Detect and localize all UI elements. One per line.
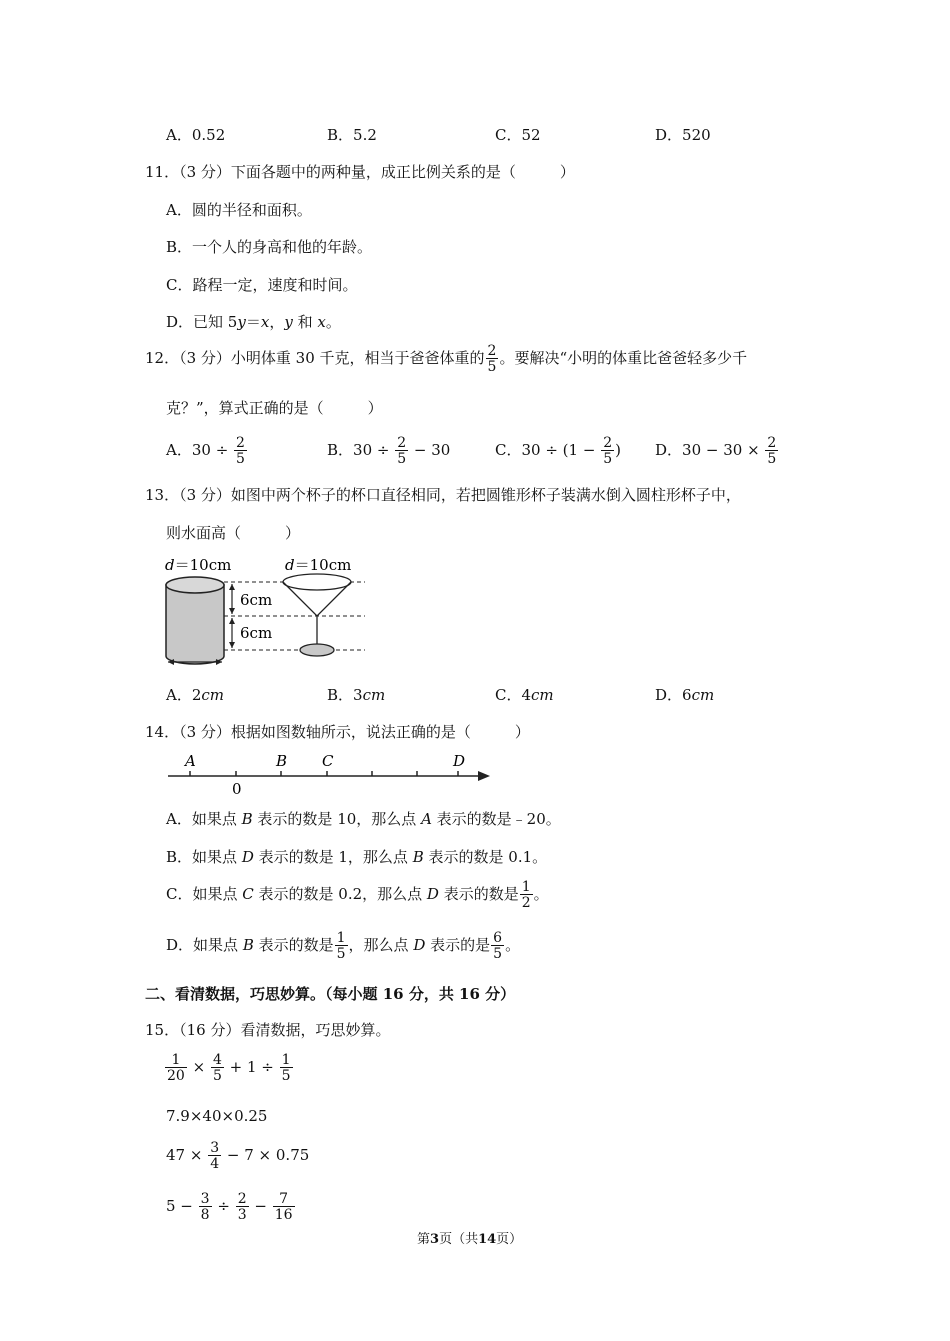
fraction: $\frac{1}{2}$	[521, 879, 531, 911]
fraction: $\frac{2}{3}$	[237, 1191, 247, 1223]
q12-option-a: A．30 ÷ $\frac{2}{5}$	[166, 435, 245, 467]
q13-option-d: D．6cm	[655, 686, 715, 704]
q12-option-b: B．30 ÷ $\frac{2}{5}$ − 30	[327, 435, 451, 467]
cone-base	[300, 644, 334, 656]
q11-stem: 11．（3 分）下面各题中的两种量，成正比例关系的是（ ）	[145, 163, 575, 181]
q13-option-a: A．2cm	[166, 686, 225, 704]
q12-stem-line2: 克？”，算式正确的是（ ）	[166, 399, 383, 417]
q10-option-d: D．520	[655, 126, 711, 144]
q11-option-d: D．已知 5y＝x，y 和 x。	[166, 313, 341, 331]
q14-option-c: C．如果点 C 表示的数是 0.2，那么点 D 表示的数是 $\frac{1}{2}$ 。	[166, 879, 549, 911]
q12-option-d: D．30 − 30 × $\frac{2}{5}$	[655, 435, 777, 467]
fraction: $\frac{6}{5}$	[493, 930, 503, 962]
q14-option-b: B．如果点 D 表示的数是 1，那么点 B 表示的数是 0.1。	[166, 848, 548, 866]
label-c: C	[322, 752, 334, 770]
fraction: $\frac{2}{5}$	[236, 435, 245, 467]
q10-option-b: B．5.2	[327, 126, 377, 144]
fraction: $\frac{1}{5}$	[281, 1052, 291, 1084]
fraction: $\frac{1}{5}$	[336, 930, 346, 962]
fraction: $\frac{2}{5}$	[487, 343, 497, 375]
fraction: $\frac{3}{4}$	[210, 1140, 220, 1172]
section-2-heading: 二、看清数据，巧思妙算。（每小题 16 分，共 16 分）	[145, 985, 516, 1003]
q10-option-a: A．0.52	[166, 126, 226, 144]
q13-option-c: C．4cm	[495, 686, 554, 704]
q13-stem: 13．（3 分）如图中两个杯子的杯口直径相同，若把圆锥形杯子装满水倒入圆柱形杯子中，	[145, 486, 741, 504]
q11-option-b: B．一个人的身高和他的年龄。	[166, 238, 373, 256]
q15-expression-3: 47 × $\frac{3}{4}$ − 7 × 0.75	[166, 1140, 310, 1172]
q14-option-d: D．如果点 B 表示的数是 $\frac{1}{5}$ ，那么点 D 表示的是 $\frac{6}{5}$ 。	[166, 930, 521, 962]
q13-option-b: B．3cm	[327, 686, 386, 704]
axis-arrow	[478, 771, 490, 781]
fraction: $\frac{1}{20}$	[167, 1052, 185, 1084]
cups-figure	[160, 552, 375, 670]
fraction: $\frac{3}{8}$	[200, 1191, 210, 1223]
label-d: D	[453, 752, 466, 770]
q11-option-c: C．路程一定，速度和时间。	[166, 276, 358, 294]
q15-stem: 15．（16 分）看清数据，巧思妙算。	[145, 1021, 391, 1039]
fraction: $\frac{4}{5}$	[212, 1052, 222, 1084]
label-b: B	[276, 752, 288, 770]
cone-rim	[283, 574, 351, 590]
fraction: $\frac{2}{5}$	[767, 435, 777, 467]
number-line	[160, 746, 495, 798]
q15-expression-1: $\frac{1}{20}$ × $\frac{4}{5}$ + 1 ÷ $\frac{1}{5}$	[167, 1052, 291, 1084]
q14-stem: 14．（3 分）根据如图数轴所示，说法正确的是（ ）	[145, 723, 530, 741]
label-zero: 0	[232, 780, 242, 798]
cylinder-body	[166, 585, 224, 664]
q11-option-a: A．圆的半径和面积。	[166, 201, 312, 219]
q14-option-a: A．如果点 B 表示的数是 10，那么点 A 表示的数是﹣20。	[166, 810, 561, 828]
q15-expression-2: 7.9×40×0.25	[166, 1107, 268, 1125]
upper-height-label: 6cm	[240, 591, 273, 609]
cylinder-diameter-label: d＝10cm	[165, 556, 232, 574]
fraction: $\frac{2}{5}$	[603, 435, 613, 467]
q10-option-c: C．52	[495, 126, 541, 144]
q12-option-c: C．30 ÷ (1 − $\frac{2}{5}$ )	[495, 435, 621, 467]
lower-height-label: 6cm	[240, 624, 273, 642]
fraction: $\frac{7}{16}$	[274, 1191, 293, 1223]
fraction: $\frac{2}{5}$	[397, 435, 407, 467]
q15-expression-4: 5 − $\frac{3}{8}$ ÷ $\frac{2}{3}$ − $\frac{7}{16}$	[166, 1191, 293, 1223]
label-a: A	[185, 752, 196, 770]
q13-stem-line2: 则水面高（ ）	[166, 524, 301, 542]
cone-diameter-label: d＝10cm	[285, 556, 352, 574]
q12-stem: 12．（3 分）小明体重 30 千克，相当于爸爸体重的 $\frac{2}{5}$ 。要解决“小明的体重比爸爸轻多少千	[145, 343, 748, 375]
page-footer: 第3页（共14页）	[417, 1232, 523, 1247]
cylinder-top	[166, 577, 224, 593]
